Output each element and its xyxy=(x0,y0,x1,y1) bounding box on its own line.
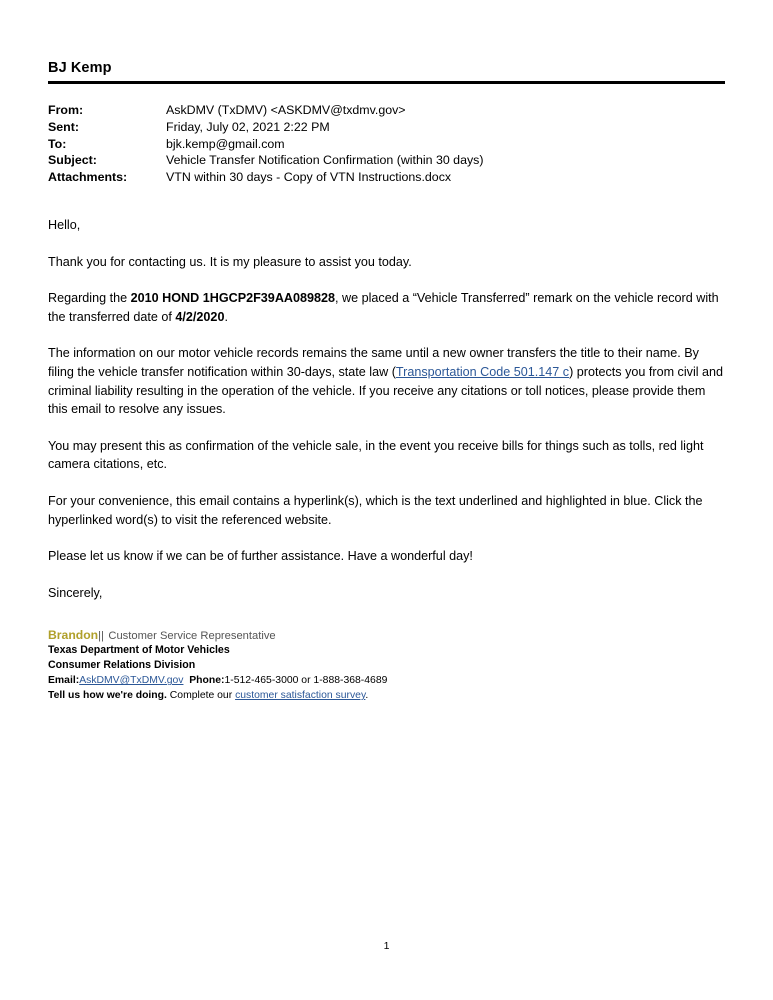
body-paragraph-5: For your convenience, this email contains a hyperlink(s), which is the text underlined and highlighted in blue. Click the hyperlinked word(s) to visit the referenced website. xyxy=(48,493,703,527)
signature-name-row xyxy=(48,628,725,643)
attachment-name[interactable]: VTN within 30 days - Copy of VTN Instructions.docx xyxy=(166,170,452,185)
body-paragraph-3 xyxy=(48,344,725,418)
body-paragraph-6: Please let us know if we can be of further assistance. Have a wonderful day! xyxy=(48,549,473,564)
greeting-text: Hello, xyxy=(48,217,81,232)
signature-contact-row xyxy=(48,673,725,688)
page-title: BJ Kemp xyxy=(48,60,112,76)
body-paragraph-4: You may present this as confirmation of the vehicle sale, in the event you receive bills for things such as tolls, red light camera citations, etc. xyxy=(48,438,704,472)
p2-end-text: . xyxy=(224,309,228,324)
signature-phone-value: 1-512-465-3000 or 1-888-368-4689 xyxy=(224,675,388,687)
signature-role: Customer Service Representative xyxy=(108,630,276,643)
p2-pre-text: Regarding the xyxy=(48,291,131,306)
header-row-attachments xyxy=(48,169,725,186)
header-row-sent xyxy=(48,119,725,136)
header-value-from: AskDMV (TxDMV) <ASKDMV@txdmv.gov> xyxy=(166,103,406,117)
p2-mid-text: , we placed a “Vehicle Transferred” remark on the vehicle record with the transferred date of xyxy=(48,291,719,324)
signature-block xyxy=(48,628,725,703)
title-divider xyxy=(48,81,725,84)
signature-email-link[interactable]: AskDMV@TxDMV.gov xyxy=(79,675,184,687)
transportation-code-link[interactable]: Transportation Code 501.147 c xyxy=(395,364,570,379)
header-value-subject: Vehicle Transfer Notification Confirmation (within 30 days) xyxy=(166,153,484,168)
header-row-to xyxy=(48,136,725,153)
signature-organization: Texas Department of Motor Vehicles xyxy=(48,644,230,657)
email-header-block xyxy=(48,102,725,186)
email-body xyxy=(48,216,725,602)
feedback-lead-text: Tell us how we're doing. xyxy=(48,690,167,702)
closing-text: Sincerely, xyxy=(48,585,103,600)
header-value-sent: Friday, July 02, 2021 2:22 PM xyxy=(166,119,330,134)
signature-name: Brandon xyxy=(48,628,99,643)
header-label-sent: Sent: xyxy=(48,119,79,134)
header-row-subject xyxy=(48,152,725,169)
header-label-attachments: Attachments: xyxy=(48,170,128,185)
feedback-mid-text: Complete our xyxy=(166,690,236,702)
body-paragraph-2 xyxy=(48,289,725,326)
signature-phone-label: Phone: xyxy=(189,675,225,687)
p3-pre-text: The information on our motor vehicle records remains the same until a new owner transfers the title to their name. By filing the vehicle transfer notification within 30-days, state law ( xyxy=(48,346,699,379)
signature-feedback-row xyxy=(48,688,725,703)
body-paragraph-1: Thank you for contacting us. It is my pleasure to assist you today. xyxy=(48,254,412,269)
header-label-subject: Subject: xyxy=(48,153,97,168)
header-value-to: bjk.kemp@gmail.com xyxy=(166,136,285,151)
feedback-end-text: . xyxy=(365,690,369,702)
signature-email-label: Email: xyxy=(48,675,80,687)
signature-separator: || xyxy=(98,630,104,643)
signature-division: Consumer Relations Division xyxy=(48,659,196,672)
vehicle-identifier: 2010 HOND 1HGCP2F39AA089828 xyxy=(130,291,336,306)
header-label-to: To: xyxy=(48,136,67,151)
header-label-from: From: xyxy=(48,103,84,117)
page-number: 1 xyxy=(383,940,390,952)
p3-post-text: ) protects you from civil and criminal liability resulting in the operation of the vehicle. If you receive any citations or toll notices, please provide them this email to resolve any issues. xyxy=(48,364,724,417)
transfer-date: 4/2/2020 xyxy=(175,309,225,324)
customer-satisfaction-survey-link[interactable]: customer satisfaction survey xyxy=(235,690,366,702)
header-row-from xyxy=(48,102,725,119)
